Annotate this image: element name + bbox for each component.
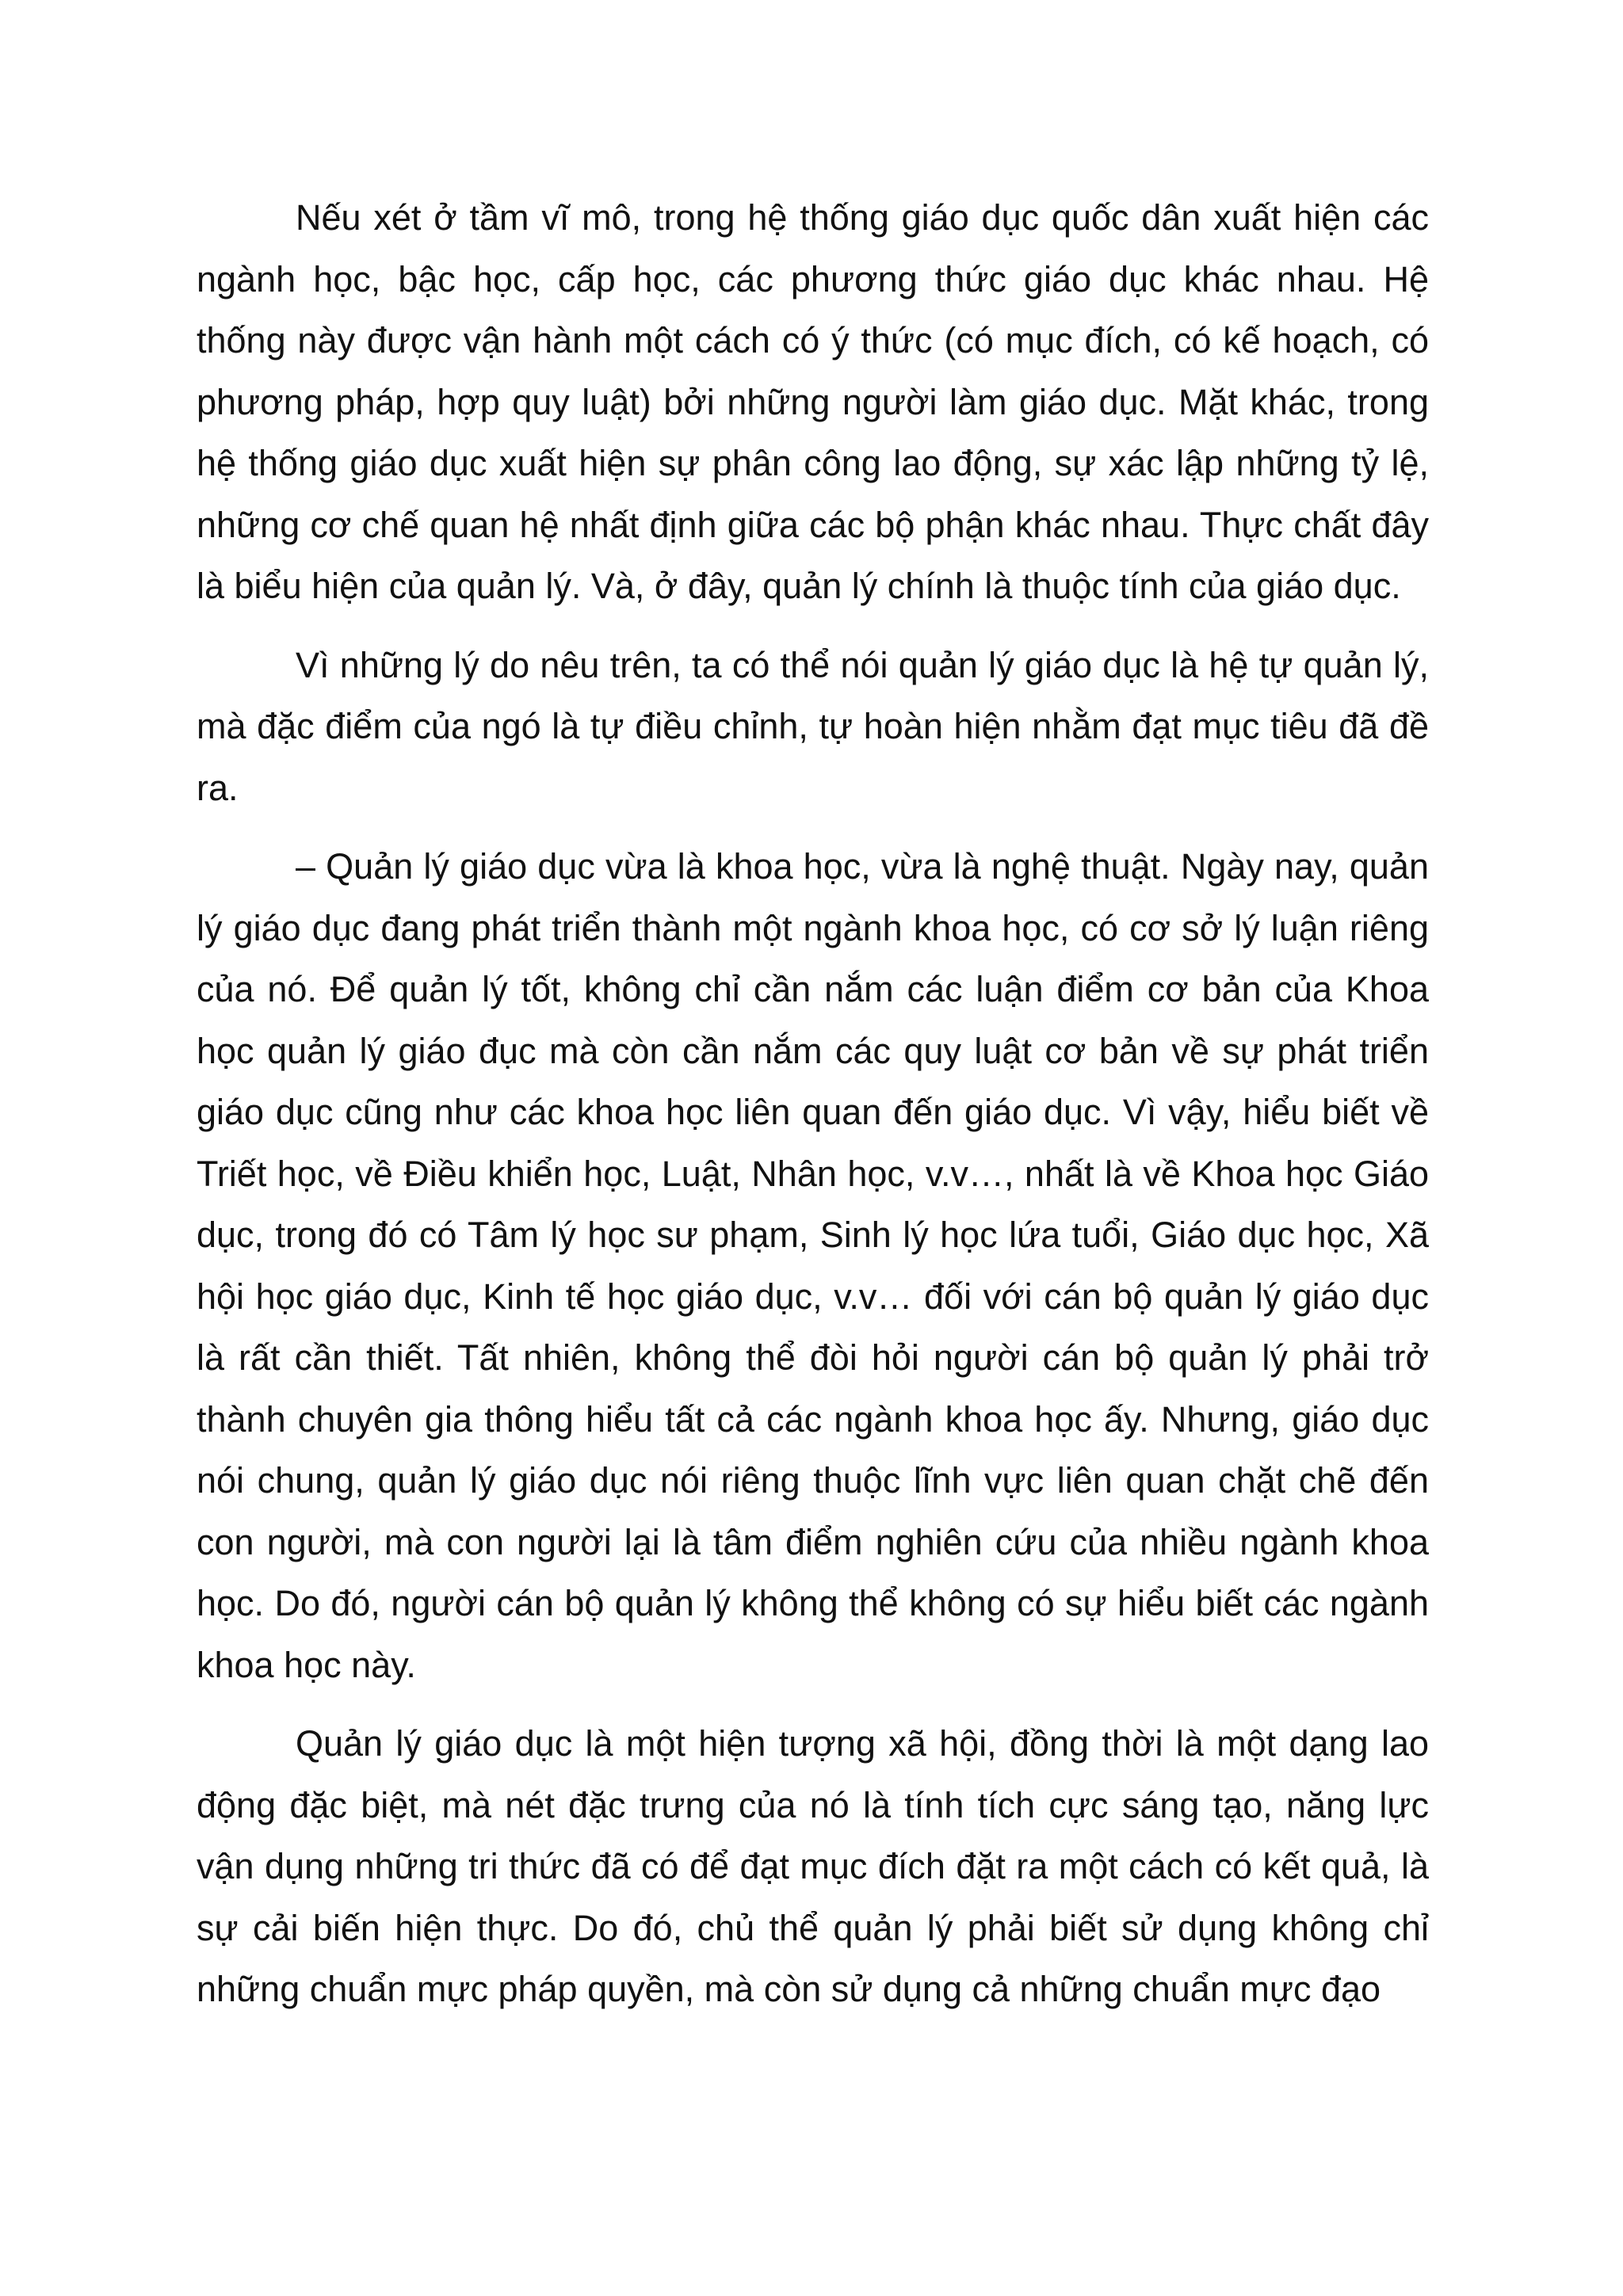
paragraph-3: – Quản lý giáo dục vừa là khoa học, vừa là nghệ thuật. Ngày nay, quản lý giáo dục đang phát triển thành một ngành khoa học, có cơ sở lý luận riêng của nó. Để quản lý tốt, không chỉ cần nắm các luận điểm cơ bản của Khoa học quản lý giáo đục mà còn cần nắm các quy luật cơ bản về sự phát triển giáo dục cũng như các khoa học liên quan đến giáo dục. Vì vậy, hiểu biết về Triết học, về Điều khiển học, Luật, Nhân học, v.v…, nhất là về Khoa học Giáo dục, trong đó có Tâm lý học sư phạm, Sinh lý học lứa tuổi, Giáo dục học, Xã hội học giáo dục, Kinh tế học giáo dục, v.v… đối với cán bộ quản lý giáo dục là rất cần thiết. Tất nhiên, không thể đòi hỏi người cán bộ quản lý phải trở thành chuyên gia thông hiểu tất cả các ngành khoa học ấy. Nhưng, giáo dục nói chung, quản lý giáo dục nói riêng thuộc lĩnh vực liên quan chặt chẽ đến con người, mà con người lại là tâm điểm nghiên cứu của nhiều ngành khoa học. Do đó, người cán bộ quản lý không thể không có sự hiểu biết các ngành khoa học này.	[197, 846, 1429, 1685]
paragraph-1: Nếu xét ở tầm vĩ mô, trong hệ thống giáo dục quốc dân xuất hiện các ngành học, bậc học, cấp học, các phương thức giáo dục khác nhau. Hệ thống này được vận hành một cách có ý thức (có mục đích, có kế hoạch, có phương pháp, hợp quy luật) bởi những người làm giáo dục. Mặt khác, trong hệ thống giáo dục xuất hiện sự phân công lao động, sự xác lập những tỷ lệ, những cơ chế quan hệ nhất định giữa các bộ phận khác nhau. Thực chất đây là biểu hiện của quản lý. Và, ở đây, quản lý chính là thuộc tính của giáo dục.	[197, 197, 1429, 606]
body-text	[197, 187, 1429, 2038]
paragraph-2: Vì những lý do nêu trên, ta có thể nói quản lý giáo dục là hệ tự quản lý, mà đặc điểm của ngó là tự điều chỉnh, tự hoàn hiện nhằm đạt mục tiêu đã đề ra.	[197, 644, 1429, 808]
paragraph-4: Quản lý giáo dục là một hiện tượng xã hội, đồng thời là một dạng lao động đặc biệt, mà nét đặc trưng của nó là tính tích cực sáng tạo, năng lực vận dụng những tri thức đã có để đạt mục đích đặt ra một cách có kết quả, là sự cải biến hiện thực. Do đó, chủ thể quản lý phải biết sử dụng không chỉ những chuẩn mực pháp quyền, mà còn sử dụng cả những chuẩn mực đạo	[197, 1723, 1429, 2009]
